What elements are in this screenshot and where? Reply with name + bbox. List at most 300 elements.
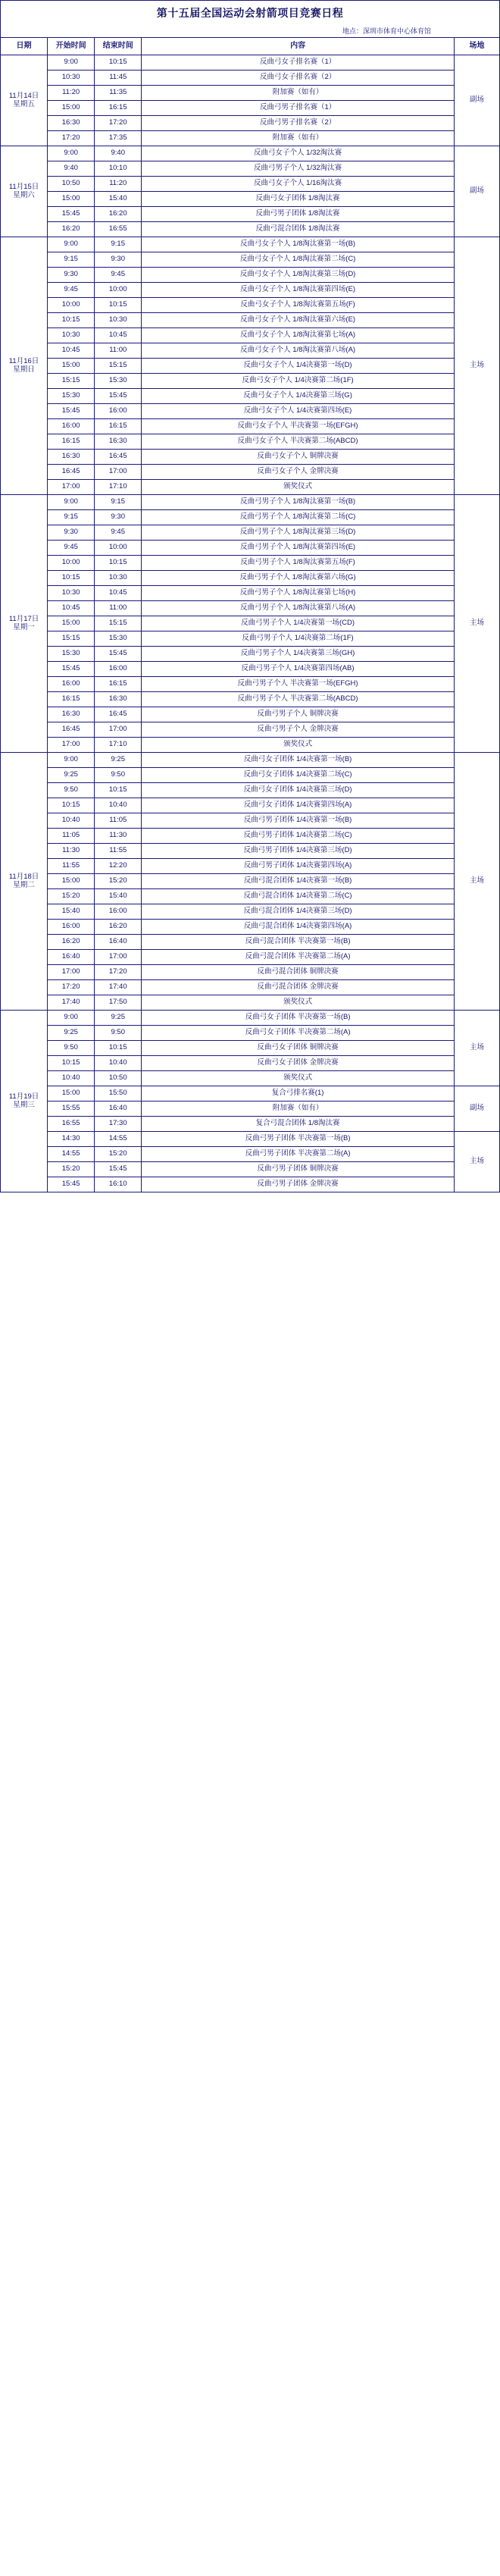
cell-event-content: 反曲弓女子团体 半决赛第二场(A) <box>142 1026 455 1041</box>
cell-event-content: 反曲弓男子团体 半决赛第二场(A) <box>142 1147 455 1162</box>
cell-end-time: 9:30 <box>95 252 142 268</box>
cell-event-content: 反曲弓男子个人 1/4决赛第三场(GH) <box>142 647 455 662</box>
cell-end-time: 11:00 <box>95 343 142 359</box>
cell-event-content: 反曲弓女子个人 1/8淘汰赛第七场(A) <box>142 328 455 343</box>
cell-end-time: 9:45 <box>95 525 142 541</box>
cell-event-content: 反曲弓混合团体 半决赛第二场(A) <box>142 950 455 965</box>
cell-event-content: 反曲弓混合团体 铜牌决赛 <box>142 965 455 980</box>
table-row <box>1 510 500 525</box>
cell-start-time: 17:00 <box>48 738 95 753</box>
cell-end-time: 15:15 <box>95 616 142 631</box>
table-row <box>1 1041 500 1056</box>
cell-start-time: 11:05 <box>48 829 95 844</box>
cell-event-content: 反曲弓男子团体 1/4决赛第四场(A) <box>142 859 455 874</box>
cell-end-time: 10:00 <box>95 283 142 298</box>
cell-start-time: 16:20 <box>48 935 95 950</box>
cell-start-time: 16:20 <box>48 222 95 237</box>
cell-start-time: 9:15 <box>48 252 95 268</box>
table-row <box>1 1147 500 1162</box>
cell-end-time: 16:20 <box>95 207 142 222</box>
cell-venue: 主场 <box>454 753 499 1011</box>
cell-event-content: 反曲弓男子个人 1/8淘汰赛第一场(B) <box>142 495 455 510</box>
cell-end-time: 9:50 <box>95 768 142 783</box>
cell-end-time: 15:45 <box>95 389 142 404</box>
table-row <box>1 192 500 207</box>
cell-start-time: 11:20 <box>48 86 95 101</box>
cell-start-time: 17:40 <box>48 995 95 1011</box>
table-body <box>1 55 500 1192</box>
cell-event-content: 反曲弓女子个人 1/32淘汰赛 <box>142 146 455 161</box>
cell-end-time: 11:30 <box>95 829 142 844</box>
table-row <box>1 738 500 753</box>
cell-event-content: 反曲弓女子团体 1/4决赛第四场(A) <box>142 798 455 813</box>
cell-start-time: 9:30 <box>48 525 95 541</box>
cell-event-content: 反曲弓男子个人 1/4决赛第二场(1F) <box>142 631 455 647</box>
cell-start-time: 16:30 <box>48 450 95 465</box>
cell-start-time: 9:00 <box>48 753 95 768</box>
cell-event-content: 反曲弓女子个人 1/8淘汰赛第一场(B) <box>142 237 455 252</box>
table-row <box>1 586 500 601</box>
cell-start-time: 15:00 <box>48 1086 95 1102</box>
table-row <box>1 525 500 541</box>
cell-event-content: 反曲弓女子团体 1/4决赛第二场(C) <box>142 768 455 783</box>
cell-event-content: 反曲弓男子排名赛（1） <box>142 101 455 116</box>
cell-event-content: 反曲弓男子个人 1/8淘汰赛第四场(E) <box>142 541 455 556</box>
cell-end-time: 10:15 <box>95 783 142 798</box>
cell-event-content: 反曲弓男子团体 1/4决赛第二场(C) <box>142 829 455 844</box>
cell-event-content: 反曲弓男子个人 1/8淘汰赛第六场(G) <box>142 571 455 586</box>
cell-end-time: 17:20 <box>95 116 142 131</box>
cell-event-content: 反曲弓女子个人 金牌决赛 <box>142 465 455 480</box>
cell-date: 11月15日 星期六 <box>1 146 48 237</box>
cell-event-content: 反曲弓女子个人 1/8淘汰赛第八场(A) <box>142 343 455 359</box>
table-row <box>1 829 500 844</box>
cell-event-content: 反曲弓男子个人 1/8淘汰赛第五场(F) <box>142 556 455 571</box>
page-title: 第十五届全国运动会射箭项目竞赛日程 <box>0 0 500 25</box>
table-row <box>1 1071 500 1086</box>
cell-end-time: 17:00 <box>95 722 142 738</box>
cell-venue: 主场 <box>454 495 499 753</box>
cell-event-content: 反曲弓混合团体 半决赛第一场(B) <box>142 935 455 950</box>
cell-start-time: 15:45 <box>48 1177 95 1192</box>
cell-start-time: 10:30 <box>48 586 95 601</box>
cell-event-content: 反曲弓女子个人 1/4决赛第三场(G) <box>142 389 455 404</box>
cell-start-time: 16:00 <box>48 677 95 692</box>
cell-end-time: 16:30 <box>95 434 142 450</box>
cell-end-time: 9:45 <box>95 268 142 283</box>
cell-venue: 主场 <box>454 237 499 495</box>
cell-start-time: 10:30 <box>48 328 95 343</box>
cell-start-time: 15:00 <box>48 192 95 207</box>
cell-end-time: 10:00 <box>95 541 142 556</box>
cell-event-content: 反曲弓男子个人 1/8淘汰赛第八场(A) <box>142 601 455 616</box>
table-row <box>1 874 500 889</box>
table-row <box>1 692 500 707</box>
cell-event-content: 反曲弓男子个人 铜牌决赛 <box>142 707 455 722</box>
cell-end-time: 15:15 <box>95 359 142 374</box>
cell-end-time: 15:50 <box>95 1086 142 1102</box>
cell-end-time: 15:45 <box>95 1162 142 1177</box>
cell-end-time: 11:20 <box>95 177 142 192</box>
cell-event-content: 反曲弓混合团体 金牌决赛 <box>142 980 455 995</box>
cell-end-time: 17:50 <box>95 995 142 1011</box>
cell-event-content: 附加赛（如有） <box>142 131 455 146</box>
cell-end-time: 15:40 <box>95 192 142 207</box>
cell-event-content: 反曲弓女子个人 1/8淘汰赛第六场(E) <box>142 313 455 328</box>
table-row <box>1 207 500 222</box>
table-head <box>1 38 500 55</box>
cell-end-time: 10:40 <box>95 798 142 813</box>
table-row <box>1 556 500 571</box>
table-row <box>1 1162 500 1177</box>
cell-start-time: 16:45 <box>48 722 95 738</box>
cell-start-time: 15:15 <box>48 631 95 647</box>
cell-start-time: 9:00 <box>48 1011 95 1026</box>
table-row <box>1 965 500 980</box>
cell-start-time: 9:45 <box>48 283 95 298</box>
cell-start-time: 10:45 <box>48 343 95 359</box>
cell-event-content: 反曲弓女子团体 金牌决赛 <box>142 1056 455 1071</box>
cell-start-time: 15:00 <box>48 874 95 889</box>
table-row <box>1 480 500 495</box>
cell-start-time: 17:20 <box>48 980 95 995</box>
cell-start-time: 10:15 <box>48 313 95 328</box>
cell-event-content: 反曲弓女子团体 铜牌决赛 <box>142 1041 455 1056</box>
table-row <box>1 1117 500 1132</box>
cell-end-time: 17:40 <box>95 980 142 995</box>
table-row <box>1 571 500 586</box>
cell-start-time: 15:20 <box>48 1162 95 1177</box>
cell-date: 11月16日 星期日 <box>1 237 48 495</box>
table-row <box>1 313 500 328</box>
table-row <box>1 283 500 298</box>
cell-end-time: 16:00 <box>95 662 142 677</box>
cell-end-time: 10:10 <box>95 161 142 177</box>
table-row <box>1 55 500 71</box>
cell-start-time: 16:15 <box>48 434 95 450</box>
cell-start-time: 15:30 <box>48 647 95 662</box>
cell-start-time: 15:00 <box>48 101 95 116</box>
cell-event-content: 颁奖仪式 <box>142 995 455 1011</box>
cell-end-time: 16:20 <box>95 920 142 935</box>
table-row <box>1 389 500 404</box>
cell-start-time: 15:15 <box>48 374 95 389</box>
table-row <box>1 101 500 116</box>
cell-event-content: 反曲弓女子个人 1/4决赛第四场(E) <box>142 404 455 419</box>
cell-end-time: 17:10 <box>95 480 142 495</box>
cell-end-time: 17:00 <box>95 950 142 965</box>
cell-end-time: 15:40 <box>95 889 142 904</box>
table-row <box>1 268 500 283</box>
cell-event-content: 附加赛（如有） <box>142 1102 455 1117</box>
cell-event-content: 反曲弓女子团体 1/4决赛第一场(B) <box>142 753 455 768</box>
column-header-start-time: 开始时间 <box>48 38 95 55</box>
cell-end-time: 9:15 <box>95 237 142 252</box>
cell-end-time: 9:15 <box>95 495 142 510</box>
cell-event-content: 反曲弓男子个人 1/8淘汰赛第三场(D) <box>142 525 455 541</box>
table-row <box>1 465 500 480</box>
cell-venue: 主场 <box>454 1011 499 1086</box>
column-header-venue: 场地 <box>454 38 499 55</box>
table-row <box>1 222 500 237</box>
cell-date: 11月18日 星期二 <box>1 753 48 1011</box>
cell-start-time: 16:55 <box>48 1117 95 1132</box>
cell-start-time: 9:40 <box>48 161 95 177</box>
cell-start-time: 15:55 <box>48 1102 95 1117</box>
cell-end-time: 17:35 <box>95 131 142 146</box>
cell-end-time: 10:30 <box>95 571 142 586</box>
cell-event-content: 反曲弓男子个人 1/4决赛第四场(AB) <box>142 662 455 677</box>
cell-start-time: 10:45 <box>48 601 95 616</box>
table-row <box>1 707 500 722</box>
cell-end-time: 10:45 <box>95 586 142 601</box>
cell-start-time: 9:45 <box>48 541 95 556</box>
cell-end-time: 9:25 <box>95 753 142 768</box>
table-row <box>1 359 500 374</box>
cell-date: 11月19日 星期三 <box>1 1011 48 1192</box>
cell-end-time: 16:15 <box>95 419 142 434</box>
table-row <box>1 374 500 389</box>
cell-end-time: 10:15 <box>95 556 142 571</box>
cell-end-time: 15:45 <box>95 647 142 662</box>
cell-date: 11月14日 星期五 <box>1 55 48 146</box>
cell-end-time: 17:20 <box>95 965 142 980</box>
cell-event-content: 反曲弓男子个人 半决赛第二场(ABCD) <box>142 692 455 707</box>
cell-event-content: 反曲弓女子个人 1/16淘汰赛 <box>142 177 455 192</box>
cell-event-content: 反曲弓男子个人 1/4决赛第一场(CD) <box>142 616 455 631</box>
table-row <box>1 677 500 692</box>
cell-start-time: 14:55 <box>48 1147 95 1162</box>
cell-start-time: 15:45 <box>48 207 95 222</box>
cell-end-time: 10:15 <box>95 1041 142 1056</box>
column-header-end-time: 结束时间 <box>95 38 142 55</box>
cell-end-time: 17:00 <box>95 465 142 480</box>
cell-end-time: 16:45 <box>95 450 142 465</box>
table-row <box>1 298 500 313</box>
cell-end-time: 16:00 <box>95 404 142 419</box>
cell-start-time: 9:15 <box>48 510 95 525</box>
column-header-date: 日期 <box>1 38 48 55</box>
table-row <box>1 798 500 813</box>
table-row <box>1 783 500 798</box>
table-row <box>1 616 500 631</box>
table-row <box>1 753 500 768</box>
cell-start-time: 10:15 <box>48 798 95 813</box>
cell-start-time: 15:40 <box>48 904 95 920</box>
cell-event-content: 反曲弓混合团体 1/8淘汰赛 <box>142 222 455 237</box>
cell-start-time: 17:00 <box>48 480 95 495</box>
table-row <box>1 904 500 920</box>
table-row <box>1 631 500 647</box>
cell-start-time: 9:25 <box>48 768 95 783</box>
table-row <box>1 495 500 510</box>
cell-event-content: 复合弓混合团体 1/8淘汰赛 <box>142 1117 455 1132</box>
cell-event-content: 反曲弓女子个人 1/4决赛第二场(1F) <box>142 374 455 389</box>
table-row <box>1 161 500 177</box>
table-header-row <box>1 38 500 55</box>
cell-start-time: 10:15 <box>48 1056 95 1071</box>
cell-end-time: 16:00 <box>95 904 142 920</box>
cell-event-content: 反曲弓女子团体 半决赛第一场(B) <box>142 1011 455 1026</box>
table-row <box>1 252 500 268</box>
cell-end-time: 11:35 <box>95 86 142 101</box>
cell-event-content: 反曲弓混合团体 1/4决赛第四场(A) <box>142 920 455 935</box>
cell-start-time: 10:40 <box>48 813 95 829</box>
table-row <box>1 1026 500 1041</box>
cell-start-time: 15:45 <box>48 662 95 677</box>
cell-start-time: 14:30 <box>48 1132 95 1147</box>
table-row <box>1 844 500 859</box>
cell-start-time: 15:00 <box>48 359 95 374</box>
cell-end-time: 16:55 <box>95 222 142 237</box>
cell-event-content: 反曲弓女子个人 1/8淘汰赛第四场(E) <box>142 283 455 298</box>
cell-event-content: 反曲弓女子个人 铜牌决赛 <box>142 450 455 465</box>
cell-start-time: 9:30 <box>48 268 95 283</box>
cell-start-time: 9:25 <box>48 1026 95 1041</box>
table-row <box>1 859 500 874</box>
cell-event-content: 附加赛（如有） <box>142 86 455 101</box>
table-row <box>1 768 500 783</box>
cell-end-time: 10:15 <box>95 55 142 71</box>
venue-location-label: 地点：深圳市体育中心体育馆 <box>0 25 500 37</box>
cell-start-time: 9:00 <box>48 146 95 161</box>
schedule-table <box>0 37 500 1192</box>
cell-event-content: 颁奖仪式 <box>142 738 455 753</box>
table-row <box>1 935 500 950</box>
cell-event-content: 反曲弓女子个人 1/4决赛第一场(D) <box>142 359 455 374</box>
table-row <box>1 1102 500 1117</box>
cell-start-time: 15:20 <box>48 889 95 904</box>
cell-event-content: 反曲弓男子排名赛（2） <box>142 116 455 131</box>
cell-start-time: 9:00 <box>48 55 95 71</box>
table-row <box>1 889 500 904</box>
cell-end-time: 10:50 <box>95 1071 142 1086</box>
cell-end-time: 12:20 <box>95 859 142 874</box>
cell-start-time: 10:00 <box>48 556 95 571</box>
table-row <box>1 343 500 359</box>
cell-start-time: 17:20 <box>48 131 95 146</box>
cell-event-content: 反曲弓女子排名赛（2） <box>142 71 455 86</box>
cell-end-time: 15:20 <box>95 874 142 889</box>
cell-end-time: 11:55 <box>95 844 142 859</box>
cell-start-time: 16:30 <box>48 116 95 131</box>
table-row <box>1 980 500 995</box>
cell-end-time: 16:40 <box>95 1102 142 1117</box>
cell-start-time: 15:45 <box>48 404 95 419</box>
table-row <box>1 920 500 935</box>
cell-date: 11月17日 星期一 <box>1 495 48 753</box>
table-row <box>1 647 500 662</box>
cell-start-time: 16:15 <box>48 692 95 707</box>
table-row <box>1 177 500 192</box>
cell-venue: 副场 <box>454 146 499 237</box>
cell-event-content: 反曲弓男子团体 铜牌决赛 <box>142 1162 455 1177</box>
table-row <box>1 86 500 101</box>
cell-event-content: 反曲弓男子团体 1/8淘汰赛 <box>142 207 455 222</box>
table-row <box>1 146 500 161</box>
table-row <box>1 419 500 434</box>
cell-event-content: 反曲弓男子个人 1/8淘汰赛第二场(C) <box>142 510 455 525</box>
cell-end-time: 9:25 <box>95 1011 142 1026</box>
cell-end-time: 15:20 <box>95 1147 142 1162</box>
cell-event-content: 反曲弓女子排名赛（1） <box>142 55 455 71</box>
cell-end-time: 10:30 <box>95 313 142 328</box>
cell-start-time: 10:30 <box>48 71 95 86</box>
table-row <box>1 662 500 677</box>
table-row <box>1 328 500 343</box>
cell-end-time: 17:10 <box>95 738 142 753</box>
column-header-content: 内容 <box>142 38 455 55</box>
cell-event-content: 反曲弓混合团体 1/4决赛第三场(D) <box>142 904 455 920</box>
cell-start-time: 16:00 <box>48 419 95 434</box>
cell-end-time: 16:15 <box>95 677 142 692</box>
cell-event-content: 颁奖仪式 <box>142 480 455 495</box>
table-row <box>1 1086 500 1102</box>
cell-event-content: 反曲弓女子个人 1/8淘汰赛第二场(C) <box>142 252 455 268</box>
table-row <box>1 601 500 616</box>
cell-event-content: 反曲弓男子团体 1/4决赛第三场(D) <box>142 844 455 859</box>
schedule-page <box>0 0 500 1192</box>
cell-event-content: 反曲弓男子个人 金牌决赛 <box>142 722 455 738</box>
cell-end-time: 14:55 <box>95 1132 142 1147</box>
cell-start-time: 15:00 <box>48 616 95 631</box>
cell-end-time: 10:45 <box>95 328 142 343</box>
cell-end-time: 11:00 <box>95 601 142 616</box>
table-row <box>1 813 500 829</box>
cell-venue: 副场 <box>454 1086 499 1132</box>
cell-end-time: 9:30 <box>95 510 142 525</box>
cell-end-time: 10:40 <box>95 1056 142 1071</box>
cell-end-time: 16:45 <box>95 707 142 722</box>
cell-event-content: 反曲弓女子个人 半决赛第二场(ABCD) <box>142 434 455 450</box>
cell-venue: 副场 <box>454 55 499 146</box>
cell-venue: 主场 <box>454 1132 499 1192</box>
cell-event-content: 反曲弓男子个人 半决赛第一场(EFGH) <box>142 677 455 692</box>
cell-start-time: 11:55 <box>48 859 95 874</box>
cell-event-content: 反曲弓男子个人 1/8淘汰赛第七场(H) <box>142 586 455 601</box>
cell-end-time: 17:30 <box>95 1117 142 1132</box>
table-row <box>1 995 500 1011</box>
cell-end-time: 15:30 <box>95 631 142 647</box>
cell-end-time: 11:45 <box>95 71 142 86</box>
cell-end-time: 16:40 <box>95 935 142 950</box>
cell-event-content: 反曲弓男子团体 1/4决赛第一场(B) <box>142 813 455 829</box>
cell-start-time: 10:00 <box>48 298 95 313</box>
cell-event-content: 反曲弓女子团体 1/8淘汰赛 <box>142 192 455 207</box>
table-row <box>1 1177 500 1192</box>
cell-start-time: 11:30 <box>48 844 95 859</box>
cell-start-time: 16:40 <box>48 950 95 965</box>
table-row <box>1 1011 500 1026</box>
table-row <box>1 1132 500 1147</box>
cell-event-content: 反曲弓女子个人 1/8淘汰赛第五场(F) <box>142 298 455 313</box>
cell-event-content: 反曲弓女子团体 1/4决赛第三场(D) <box>142 783 455 798</box>
cell-end-time: 16:15 <box>95 101 142 116</box>
cell-event-content: 反曲弓男子个人 1/32淘汰赛 <box>142 161 455 177</box>
cell-event-content: 反曲弓女子个人 1/8淘汰赛第三场(D) <box>142 268 455 283</box>
cell-end-time: 11:05 <box>95 813 142 829</box>
cell-start-time: 17:00 <box>48 965 95 980</box>
cell-start-time: 16:30 <box>48 707 95 722</box>
cell-end-time: 16:10 <box>95 1177 142 1192</box>
table-row <box>1 434 500 450</box>
table-row <box>1 1056 500 1071</box>
table-row <box>1 950 500 965</box>
cell-end-time: 15:30 <box>95 374 142 389</box>
cell-start-time: 16:45 <box>48 465 95 480</box>
cell-event-content: 反曲弓混合团体 1/4决赛第一场(B) <box>142 874 455 889</box>
cell-event-content: 反曲弓混合团体 1/4决赛第二场(C) <box>142 889 455 904</box>
